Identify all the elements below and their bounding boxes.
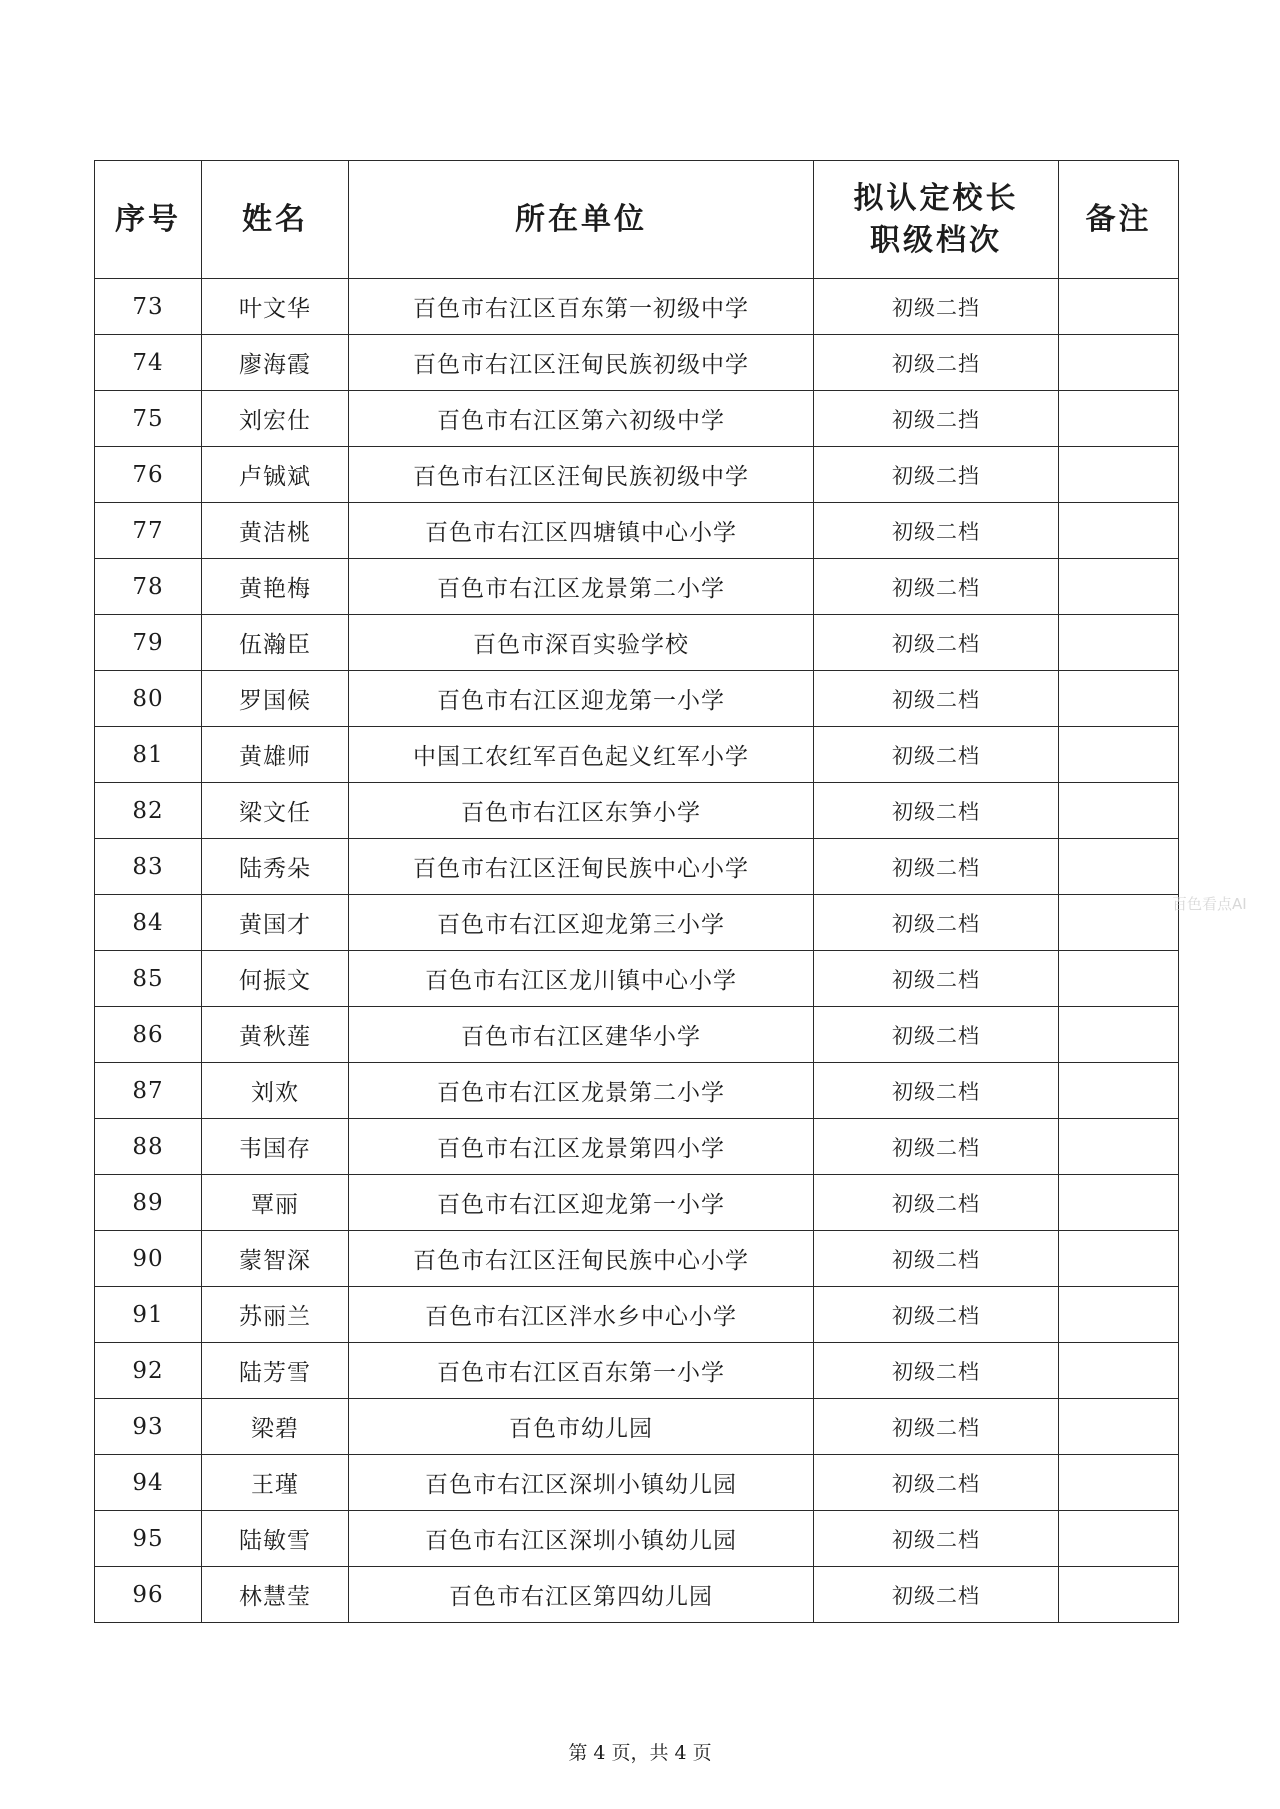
cell-unit: 百色市幼儿园 xyxy=(349,1399,814,1455)
cell-no: 77 xyxy=(95,503,202,559)
table-row xyxy=(95,1287,1179,1343)
cell-name: 覃丽 xyxy=(202,1175,349,1231)
header-level-line2: 职级档次 xyxy=(870,222,1002,258)
cell-unit: 百色市右江区汪甸民族初级中学 xyxy=(349,335,814,391)
cell-no: 88 xyxy=(95,1119,202,1175)
cell-no: 79 xyxy=(95,615,202,671)
cell-no: 73 xyxy=(95,279,202,335)
cell-name: 廖海霞 xyxy=(202,335,349,391)
cell-no: 78 xyxy=(95,559,202,615)
cell-note xyxy=(1059,1343,1179,1399)
table-row xyxy=(95,335,1179,391)
table-row xyxy=(95,895,1179,951)
cell-name: 王瑾 xyxy=(202,1455,349,1511)
cell-name: 陆敏雪 xyxy=(202,1511,349,1567)
cell-note xyxy=(1059,671,1179,727)
cell-note xyxy=(1059,1511,1179,1567)
cell-level: 初级二档 xyxy=(814,1231,1059,1287)
cell-level: 初级二档 xyxy=(814,783,1059,839)
cell-no: 96 xyxy=(95,1567,202,1623)
table-row xyxy=(95,1063,1179,1119)
cell-note xyxy=(1059,895,1179,951)
cell-no: 80 xyxy=(95,671,202,727)
cell-no: 87 xyxy=(95,1063,202,1119)
cell-no: 95 xyxy=(95,1511,202,1567)
table-row xyxy=(95,503,1179,559)
cell-level: 初级二档 xyxy=(814,895,1059,951)
cell-unit: 百色市右江区龙景第四小学 xyxy=(349,1119,814,1175)
table-header-row xyxy=(95,161,1179,279)
cell-note xyxy=(1059,335,1179,391)
cell-name: 伍瀚臣 xyxy=(202,615,349,671)
cell-unit: 百色市深百实验学校 xyxy=(349,615,814,671)
cell-level: 初级二档 xyxy=(814,1455,1059,1511)
table-row xyxy=(95,615,1179,671)
cell-name: 刘欢 xyxy=(202,1063,349,1119)
cell-level: 初级二档 xyxy=(814,559,1059,615)
cell-unit: 百色市右江区汪甸民族中心小学 xyxy=(349,1231,814,1287)
cell-note xyxy=(1059,1455,1179,1511)
cell-level: 初级二档 xyxy=(814,951,1059,1007)
cell-no: 74 xyxy=(95,335,202,391)
cell-level: 初级二档 xyxy=(814,671,1059,727)
cell-level: 初级二档 xyxy=(814,1511,1059,1567)
cell-no: 82 xyxy=(95,783,202,839)
table-row xyxy=(95,1175,1179,1231)
cell-note xyxy=(1059,1007,1179,1063)
cell-unit: 百色市右江区汪甸民族初级中学 xyxy=(349,447,814,503)
table-row xyxy=(95,839,1179,895)
cell-no: 91 xyxy=(95,1287,202,1343)
cell-level: 初级二挡 xyxy=(814,391,1059,447)
cell-note xyxy=(1059,615,1179,671)
table-row xyxy=(95,1007,1179,1063)
cell-unit: 百色市右江区迎龙第一小学 xyxy=(349,671,814,727)
table-row xyxy=(95,783,1179,839)
cell-no: 84 xyxy=(95,895,202,951)
cell-name: 蒙智深 xyxy=(202,1231,349,1287)
cell-level: 初级二档 xyxy=(814,839,1059,895)
table-row xyxy=(95,1511,1179,1567)
cell-unit: 百色市右江区四塘镇中心小学 xyxy=(349,503,814,559)
cell-name: 苏丽兰 xyxy=(202,1287,349,1343)
cell-unit: 百色市右江区第六初级中学 xyxy=(349,391,814,447)
cell-note xyxy=(1059,1399,1179,1455)
cell-no: 89 xyxy=(95,1175,202,1231)
cell-unit: 百色市右江区第四幼儿园 xyxy=(349,1567,814,1623)
table-row xyxy=(95,951,1179,1007)
cell-name: 韦国存 xyxy=(202,1119,349,1175)
table-row xyxy=(95,391,1179,447)
table-row xyxy=(95,1399,1179,1455)
table-row xyxy=(95,727,1179,783)
cell-name: 陆芳雪 xyxy=(202,1343,349,1399)
cell-note xyxy=(1059,1231,1179,1287)
cell-note xyxy=(1059,727,1179,783)
table-row xyxy=(95,279,1179,335)
cell-no: 76 xyxy=(95,447,202,503)
table-row xyxy=(95,559,1179,615)
header-unit: 所在单位 xyxy=(349,161,814,279)
cell-unit: 百色市右江区迎龙第三小学 xyxy=(349,895,814,951)
table-row xyxy=(95,1231,1179,1287)
cell-no: 81 xyxy=(95,727,202,783)
header-name: 姓名 xyxy=(202,161,349,279)
cell-level: 初级二档 xyxy=(814,1175,1059,1231)
cell-level: 初级二挡 xyxy=(814,335,1059,391)
cell-level: 初级二档 xyxy=(814,727,1059,783)
principal-rank-table xyxy=(94,160,1179,1623)
table-row xyxy=(95,447,1179,503)
cell-note xyxy=(1059,839,1179,895)
cell-level: 初级二档 xyxy=(814,615,1059,671)
cell-unit: 百色市右江区深圳小镇幼儿园 xyxy=(349,1511,814,1567)
cell-no: 93 xyxy=(95,1399,202,1455)
cell-unit: 百色市右江区龙景第二小学 xyxy=(349,559,814,615)
cell-unit: 百色市右江区龙景第二小学 xyxy=(349,1063,814,1119)
cell-name: 林慧莹 xyxy=(202,1567,349,1623)
cell-note xyxy=(1059,391,1179,447)
table-row xyxy=(95,1455,1179,1511)
cell-level: 初级二档 xyxy=(814,1567,1059,1623)
cell-level: 初级二档 xyxy=(814,1343,1059,1399)
cell-name: 陆秀朵 xyxy=(202,839,349,895)
cell-unit: 中国工农红军百色起义红军小学 xyxy=(349,727,814,783)
cell-level: 初级二档 xyxy=(814,1119,1059,1175)
cell-no: 90 xyxy=(95,1231,202,1287)
cell-unit: 百色市右江区建华小学 xyxy=(349,1007,814,1063)
cell-no: 83 xyxy=(95,839,202,895)
cell-no: 75 xyxy=(95,391,202,447)
table-row xyxy=(95,1119,1179,1175)
cell-name: 黄艳梅 xyxy=(202,559,349,615)
cell-name: 刘宏仕 xyxy=(202,391,349,447)
cell-note xyxy=(1059,951,1179,1007)
cell-note xyxy=(1059,447,1179,503)
header-level-line1: 拟认定校长 xyxy=(853,180,1019,216)
cell-unit: 百色市右江区龙川镇中心小学 xyxy=(349,951,814,1007)
cell-name: 何振文 xyxy=(202,951,349,1007)
table-row xyxy=(95,1567,1179,1623)
cell-no: 92 xyxy=(95,1343,202,1399)
cell-note xyxy=(1059,783,1179,839)
cell-name: 黄洁桃 xyxy=(202,503,349,559)
cell-level: 初级二挡 xyxy=(814,279,1059,335)
cell-note xyxy=(1059,503,1179,559)
cell-note xyxy=(1059,279,1179,335)
cell-unit: 百色市右江区汪甸民族中心小学 xyxy=(349,839,814,895)
cell-level: 初级二档 xyxy=(814,1399,1059,1455)
cell-name: 梁文任 xyxy=(202,783,349,839)
cell-name: 罗国候 xyxy=(202,671,349,727)
cell-level: 初级二档 xyxy=(814,503,1059,559)
cell-note xyxy=(1059,1175,1179,1231)
cell-note xyxy=(1059,1287,1179,1343)
cell-name: 卢铖斌 xyxy=(202,447,349,503)
cell-level: 初级二档 xyxy=(814,1007,1059,1063)
page-number: 第 4 页，共 4 页 xyxy=(568,1742,712,1764)
cell-unit: 百色市右江区东笋小学 xyxy=(349,783,814,839)
table-row xyxy=(95,671,1179,727)
cell-note xyxy=(1059,1567,1179,1623)
watermark: 百色看点AI xyxy=(1172,895,1247,913)
cell-name: 梁碧 xyxy=(202,1399,349,1455)
cell-name: 黄国才 xyxy=(202,895,349,951)
cell-unit: 百色市右江区迎龙第一小学 xyxy=(349,1175,814,1231)
cell-unit: 百色市右江区深圳小镇幼儿园 xyxy=(349,1455,814,1511)
cell-name: 叶文华 xyxy=(202,279,349,335)
cell-note xyxy=(1059,1063,1179,1119)
cell-no: 86 xyxy=(95,1007,202,1063)
cell-note xyxy=(1059,1119,1179,1175)
cell-no: 85 xyxy=(95,951,202,1007)
cell-level: 初级二挡 xyxy=(814,447,1059,503)
cell-name: 黄秋莲 xyxy=(202,1007,349,1063)
header-level xyxy=(814,161,1059,279)
cell-name: 黄雄师 xyxy=(202,727,349,783)
cell-level: 初级二档 xyxy=(814,1287,1059,1343)
header-no: 序号 xyxy=(95,161,202,279)
table-row xyxy=(95,1343,1179,1399)
cell-unit: 百色市右江区泮水乡中心小学 xyxy=(349,1287,814,1343)
cell-unit: 百色市右江区百东第一小学 xyxy=(349,1343,814,1399)
cell-note xyxy=(1059,559,1179,615)
header-note: 备注 xyxy=(1059,161,1179,279)
table-body xyxy=(95,279,1179,1623)
cell-unit: 百色市右江区百东第一初级中学 xyxy=(349,279,814,335)
cell-level: 初级二档 xyxy=(814,1063,1059,1119)
cell-no: 94 xyxy=(95,1455,202,1511)
